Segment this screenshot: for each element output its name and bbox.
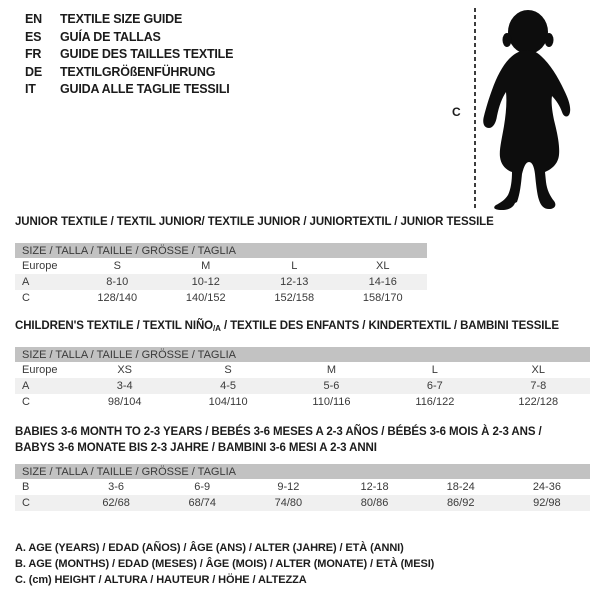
height-cell: 140/152 [185, 292, 226, 304]
junior-table-grid [15, 258, 427, 306]
height-measure-label: C [452, 105, 461, 119]
size-header-bar: SIZE / TALLA / TAILLE / GRÖSSE / TAGLIA [15, 347, 590, 362]
language-code: IT [25, 82, 36, 96]
toddler-silhouette-icon [481, 6, 578, 211]
table-row-europe [15, 362, 590, 378]
height-cell: 86/92 [446, 497, 475, 509]
size-cell: M [201, 260, 211, 272]
size-cell: XS [117, 364, 133, 376]
age-cell: 6-9 [194, 481, 211, 493]
language-code: EN [25, 12, 42, 26]
size-cell: L [291, 260, 298, 272]
height-cell: 68/74 [188, 497, 216, 509]
guide-title: TEXTILE SIZE GUIDE [60, 12, 183, 26]
height-cell: 98/104 [107, 396, 142, 408]
junior-section-title: JUNIOR TEXTILE / TEXTIL JUNIOR/ TEXTILE JUNIOR / JUNIORTEXTIL / JUNIOR TESSILE [15, 216, 494, 228]
language-code: DE [25, 64, 42, 79]
children-title-prefix: CHILDREN'S TEXTILE / TEXTIL NIÑO [15, 320, 214, 332]
size-header-bar: SIZE / TALLA / TAILLE / GRÖSSE / TAGLIA [15, 243, 427, 258]
age-cell: 12-13 [280, 276, 309, 288]
size-cell: M [326, 364, 337, 376]
size-cell: XL [531, 364, 546, 376]
height-cell: 116/122 [415, 396, 455, 408]
babies-section-title [15, 424, 590, 456]
row-label: B [22, 481, 30, 493]
size-cell: S [113, 260, 121, 272]
size-header-bar: SIZE / TALLA / TAILLE / GRÖSSE / TAGLIA [15, 464, 590, 479]
language-row [25, 64, 233, 82]
height-cell: 74/80 [274, 497, 303, 509]
height-cell: 158/170 [362, 292, 403, 304]
junior-size-table [15, 243, 427, 306]
height-cell: 80/86 [360, 497, 389, 509]
children-title-subscript: /A [213, 324, 221, 333]
babies-title-line1: BABIES 3-6 MONTH TO 2-3 YEARS / BEBÉS 3-6 MESES A 2-3 AÑOS / BÉBÉS 3-6 MOIS À 2-3 ANS / [15, 426, 542, 438]
height-measure-dashed-line [474, 8, 476, 210]
height-cell: 62/68 [102, 497, 130, 509]
footnote-age-years: A. AGE (YEARS) / EDAD (AÑOS) / ÂGE (ANS) / ALTER (JAHRE) / ETÀ (ANNI) [15, 542, 404, 554]
size-cell: XL [376, 260, 390, 272]
table-row-age [15, 378, 590, 394]
row-label: A [22, 276, 30, 288]
legend-footnotes [15, 541, 434, 588]
children-title-suffix: / TEXTILE DES ENFANTS / KINDERTEXTIL / BAMBINI TESSILE [220, 320, 559, 332]
language-code: ES [25, 29, 42, 44]
guide-title: TEXTILGRÖßENFÜHRUNG [60, 64, 216, 79]
children-section-title [15, 320, 559, 333]
row-label: A [22, 380, 30, 392]
age-cell: 3-4 [116, 380, 133, 392]
age-cell: 12-18 [360, 481, 389, 493]
children-size-table [15, 347, 590, 410]
age-cell: 7-8 [530, 380, 547, 392]
age-cell: 14-16 [368, 276, 397, 288]
children-table-grid [15, 362, 590, 410]
table-row-europe [15, 258, 427, 274]
row-label: C [22, 497, 30, 509]
age-cell: 4-5 [220, 380, 237, 392]
language-row [25, 11, 233, 29]
table-row-height [15, 495, 590, 511]
guide-title: GUIDE DES TAILLES TEXTILE [60, 47, 234, 61]
height-cell: 104/110 [208, 396, 248, 408]
age-cell: 8-10 [106, 276, 129, 288]
height-cell: 152/158 [274, 292, 315, 304]
row-label: Europe [22, 260, 58, 272]
language-code: FR [25, 47, 42, 61]
size-cell: S [224, 364, 232, 376]
age-cell: 9-12 [277, 481, 300, 493]
age-cell: 18-24 [446, 481, 475, 493]
language-row [25, 81, 233, 99]
footnote-height-cm: C. (cm) HEIGHT / ALTURA / HAUTEUR / HÖHE / ALTEZZA [15, 573, 307, 586]
age-cell: 5-6 [323, 380, 340, 392]
language-row [25, 29, 233, 47]
babies-title-line2: BABYS 3-6 MONATE BIS 2-3 JAHRE / BAMBINI 3-6 MESI A 2-3 ANNI [15, 442, 377, 454]
size-cell: L [431, 364, 438, 376]
babies-size-table [15, 464, 590, 511]
height-cell: 92/98 [533, 497, 561, 509]
height-cell: 122/128 [518, 396, 559, 408]
age-cell: 24-36 [532, 481, 561, 493]
age-cell: 6-7 [426, 380, 443, 392]
row-label: C [22, 396, 30, 408]
table-row-age [15, 274, 427, 290]
table-row-height [15, 290, 427, 306]
age-cell: 10-12 [191, 276, 220, 288]
babies-table-grid [15, 479, 590, 511]
language-row [25, 46, 233, 64]
height-cell: 128/140 [97, 292, 138, 304]
row-label: Europe [22, 364, 58, 376]
guide-title: GUÍA DE TALLAS [60, 29, 161, 44]
age-cell: 3-6 [108, 481, 125, 493]
footnote-age-months: B. AGE (MONTHS) / EDAD (MESES) / ÂGE (MOIS) / ALTER (MONATE) / ETÀ (MESI) [15, 557, 435, 570]
guide-title: GUIDA ALLE TAGLIE TESSILI [60, 82, 230, 96]
table-row-height [15, 394, 590, 410]
table-row-age-months [15, 479, 590, 495]
height-cell: 110/116 [312, 396, 351, 408]
language-title-list [25, 11, 233, 99]
row-label: C [22, 292, 30, 304]
